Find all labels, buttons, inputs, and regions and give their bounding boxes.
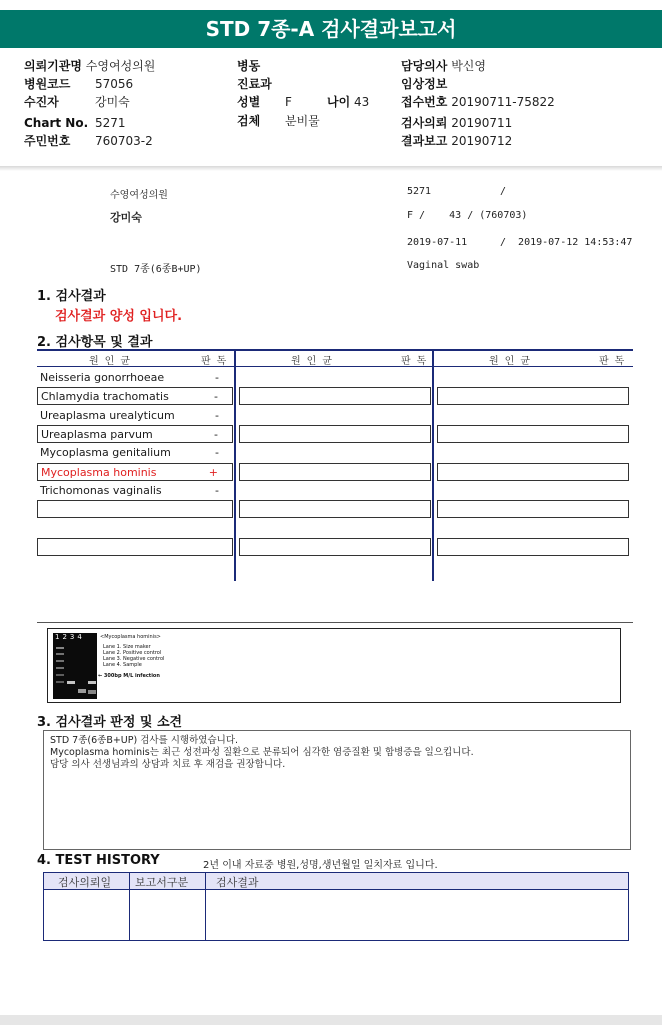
pathogen-name: Chlamydia trachomatis [41,390,169,403]
pathogen-result: - [215,409,219,422]
gel-band-annotation: ← 300bp M/L infection [98,673,160,679]
section1-title: 1. 검사결과 [37,289,106,304]
gel-legend-2: Lane 2. Positive control [103,650,162,656]
grid-header [37,351,633,367]
sex-label: 성별 [237,95,261,109]
patient-value: 강미숙 [95,95,130,109]
hospital-label: 의뢰기관명 [24,59,82,73]
age-label: 나이 [327,95,351,109]
empty-row [437,500,629,518]
summary-test: STD 7종(6종B+UP) [110,264,202,275]
result-row [37,425,233,443]
header-divider [0,166,662,171]
age-value: 43 [354,95,370,109]
summary-date-recv: 2019-07-11 [407,237,468,248]
history-col-divider [205,873,206,940]
col-pathogen-1: 원인균 [89,356,136,367]
code-label: 병원코드 [24,77,71,91]
report-value: 20190712 [451,134,513,148]
gel-legend-3: Lane 3. Negative control [103,656,165,662]
pathogen-name: Ureaplasma parvum [41,428,153,441]
patient-label: 수진자 [24,95,59,109]
pathogen-result: - [214,390,218,403]
gel-electrophoresis-image [53,633,97,699]
summary-specimen: Vaginal swab [407,260,480,271]
gel-legend-4: Lane 4. Sample [103,662,142,668]
result-row [37,387,233,405]
empty-row [37,500,233,518]
empty-row [37,538,233,556]
rrn-value: 760703-2 [95,134,153,148]
gel-image-panel [47,628,621,703]
section4-title: 4. TEST HISTORY [37,853,160,868]
column-divider-1 [234,351,236,581]
empty-row [239,463,431,481]
empty-row [437,463,629,481]
col-judge-1: 판독 [201,356,233,367]
gel-legend-1: Lane 1. Size maker [103,644,151,650]
summary-patient: 강미숙 [110,211,142,224]
pathogen-name: Neisseria gonorrhoeae [40,371,165,384]
gel-lane-numbers: 1234 [55,633,85,641]
bottom-edge [0,1015,662,1025]
specimen-label: 검체 [237,114,261,128]
summary-chart-slash: / [500,186,507,197]
col-request-date: 검사의뢰일 [58,876,112,889]
pathogen-name: Trichomonas vaginalis [40,484,162,497]
result-row [37,482,233,500]
request-value: 20190711 [451,116,513,130]
pathogen-result: - [215,484,219,497]
request-label: 검사의뢰 [401,116,448,130]
chart-value: 5271 [95,116,126,130]
pathogen-result: - [215,371,219,384]
history-table-header [44,873,628,890]
pathogen-result: - [214,428,218,441]
section-separator [37,622,633,623]
col-pathogen-2: 원인균 [291,356,338,367]
column-divider-2 [432,351,434,581]
rrn-label: 주민번호 [24,134,71,148]
comment-line: STD 7종(6종B+UP) 검사를 시행하였습니다. [50,735,239,746]
result-row [37,369,233,387]
col-pathogen-3: 원인균 [489,356,536,367]
dept-label: 진료과 [237,77,272,91]
history-table [43,872,629,941]
comment-line: 담당 의사 선생님과의 상담과 치료 후 재검을 권장합니다. [50,759,286,770]
pathogen-name: Mycoplasma hominis [41,466,157,479]
section3-title: 3. 검사결과 판정 및 소견 [37,715,183,730]
hospital-value: 수영여성의원 [85,59,156,73]
ward-label: 병동 [237,59,261,73]
report-label: 결과보고 [401,134,448,148]
history-col-divider [129,873,130,940]
history-note: 2년 이내 자료중 병원,성명,생년월일 일치자료 입니다. [203,860,438,871]
pathogen-name: Ureaplasma urealyticum [40,409,175,422]
receipt-label: 접수번호 [401,95,448,109]
summary-hospital: 수영여성의원 [110,190,168,201]
result-row [37,444,233,462]
summary-date-report: / 2019-07-12 14:53:47 [500,237,633,248]
col-result: 검사결과 [216,876,259,889]
receipt-value: 20190711-75822 [451,95,555,109]
specimen-value: 분비물 [285,114,320,128]
comment-line: Mycoplasma hominis는 최근 성전파성 질환으로 분류되어 심각한 염증질환 및 합병증을 일으킵니다. [50,747,474,758]
col-report-type: 보고서구분 [135,876,189,889]
col-judge-2: 판독 [401,356,433,367]
clinical-label: 임상정보 [401,77,448,91]
chart-label: Chart No. [24,116,89,130]
empty-row [239,425,431,443]
summary-chart: 5271 [407,186,432,197]
empty-row [437,425,629,443]
summary-sex-age: F / 43 / (760703) [407,210,528,221]
sex-value: F [285,95,292,109]
pathogen-result: - [215,446,219,459]
section2-title: 2. 검사항목 및 결과 [37,335,153,350]
empty-row [239,500,431,518]
empty-row [239,538,431,556]
result-row [37,407,233,425]
empty-row [437,538,629,556]
pathogen-result: + [208,466,218,479]
empty-row [437,387,629,405]
report-title: STD 7종-A 검사결과보고서 [0,10,662,48]
doctor-value: 박신영 [451,59,486,73]
pathogen-name: Mycoplasma genitalium [40,446,171,459]
empty-row [239,387,431,405]
code-value: 57056 [95,77,134,91]
col-judge-3: 판독 [599,356,631,367]
result-row-positive [37,463,233,481]
gel-title: <Mycoplasma hominis> [100,634,161,640]
positive-result: 검사결과 양성 입니다. [55,309,183,324]
doctor-label: 담당의사 [401,59,448,73]
comment-box [43,730,631,850]
